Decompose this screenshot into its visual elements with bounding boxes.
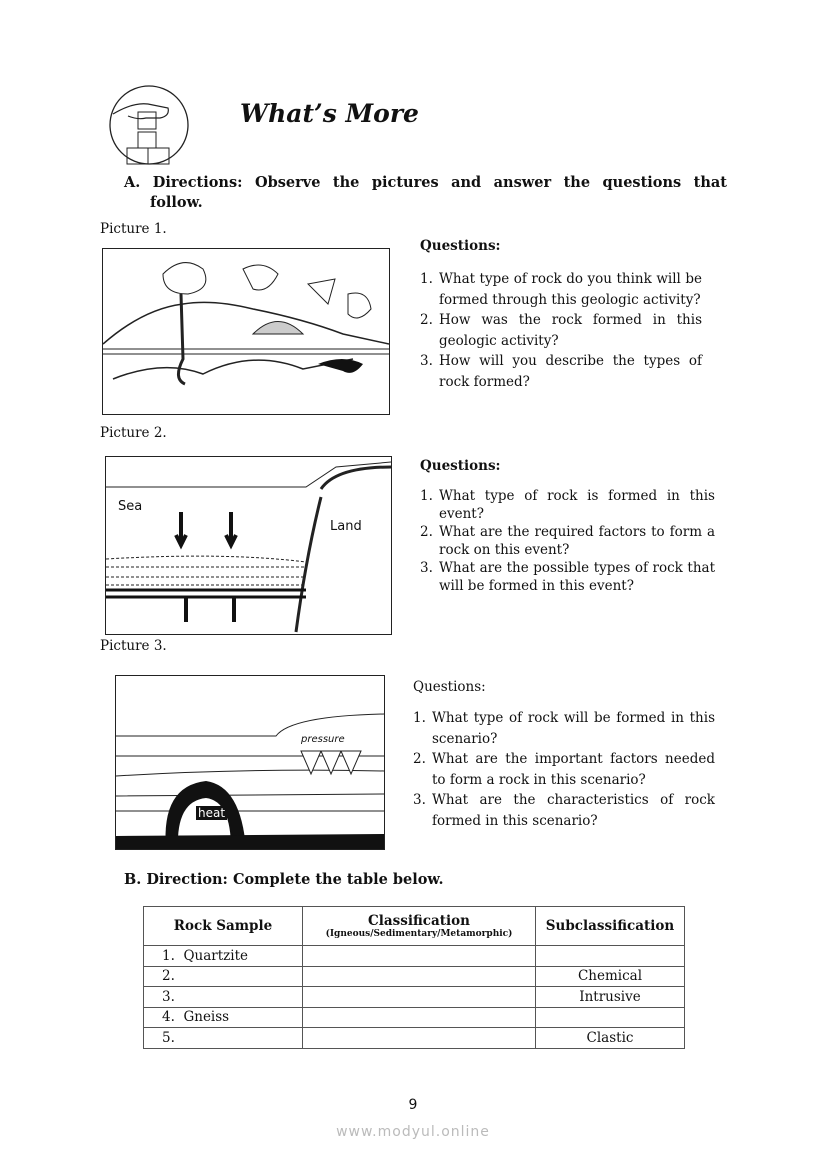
section-a-directions: A. Directions: Observe the pictures and answer the questions that	[124, 174, 727, 191]
table-row	[144, 1028, 685, 1049]
header-subclassification: Subclassification	[536, 907, 685, 946]
table-row	[144, 1007, 685, 1028]
question-item: 1. What type of rock is formed in this event?	[420, 488, 715, 522]
question-item: 2. What are the required factors to form a rock on this event?	[420, 524, 715, 558]
sea-label: Sea	[118, 499, 143, 514]
header-rock-sample: Rock Sample	[144, 907, 303, 946]
heat-label: heat	[198, 806, 226, 820]
question-item: 3. What are the possible types of rock that will be formed in this event?	[420, 560, 715, 594]
question-item: 2. What are the important factors needed to form a rock in this scenario?	[413, 751, 715, 788]
header-classification: Classification (Igneous/Sedimentary/Metamorphic)	[303, 907, 536, 946]
subclassification-cell[interactable]	[536, 946, 685, 967]
picture-3-questions-header: Questions:	[413, 679, 486, 695]
classification-input[interactable]	[303, 987, 536, 1008]
classification-input[interactable]	[303, 946, 536, 967]
picture-2-sedimentation-diagram	[105, 456, 392, 635]
rock-sample-cell: 1. Quartzite	[144, 946, 303, 967]
picture-2-label: Picture 2.	[100, 425, 167, 441]
classification-input[interactable]	[303, 966, 536, 987]
table-header-row	[144, 907, 685, 946]
section-a-directions-cont: follow.	[150, 194, 203, 211]
question-item: 1. What type of rock will be formed in this scenario?	[413, 710, 715, 747]
watermark: www.modyul.online	[336, 1124, 490, 1140]
land-label: Land	[330, 519, 362, 534]
rock-sample-cell[interactable]: 2.	[144, 966, 303, 987]
picture-1-questions-header: Questions:	[420, 238, 501, 254]
picture-3-metamorphism-diagram	[115, 675, 385, 850]
pressure-label: pressure	[301, 734, 345, 745]
picture-3-questions	[413, 708, 715, 831]
picture-1-label: Picture 1.	[100, 221, 167, 237]
classification-input[interactable]	[303, 1007, 536, 1028]
table-row	[144, 946, 685, 967]
page-number: 9	[408, 1097, 418, 1113]
picture-2-questions-header: Questions:	[420, 458, 501, 474]
page-title: What’s More	[240, 99, 419, 128]
rock-sample-cell[interactable]: 5.	[144, 1028, 303, 1049]
subclassification-cell: Chemical	[536, 966, 685, 987]
rock-table	[143, 906, 685, 1049]
question-item: 3. What are the characteristics of rock formed in this scenario?	[413, 792, 715, 829]
table-row	[144, 987, 685, 1008]
picture-2-questions	[420, 487, 715, 595]
subclassification-cell[interactable]	[536, 1007, 685, 1028]
picture-1-volcano-diagram	[102, 248, 390, 415]
picture-3-label: Picture 3.	[100, 638, 167, 654]
subclassification-cell: Intrusive	[536, 987, 685, 1008]
section-b-heading: B. Direction: Complete the table below.	[124, 871, 444, 888]
rock-sample-cell[interactable]: 3.	[144, 987, 303, 1008]
question-item: 3. How will you describe the types of rock formed?	[420, 353, 702, 390]
subclassification-cell: Clastic	[536, 1028, 685, 1049]
question-item: 2. How was the rock formed in this geologic activity?	[420, 312, 702, 349]
building-blocks-icon	[108, 84, 190, 166]
table-row	[144, 966, 685, 987]
picture-1-questions	[420, 269, 702, 392]
question-item: 1. What type of rock do you think will be formed through this geologic activity?	[420, 271, 702, 308]
rock-sample-cell: 4. Gneiss	[144, 1007, 303, 1028]
classification-input[interactable]	[303, 1028, 536, 1049]
